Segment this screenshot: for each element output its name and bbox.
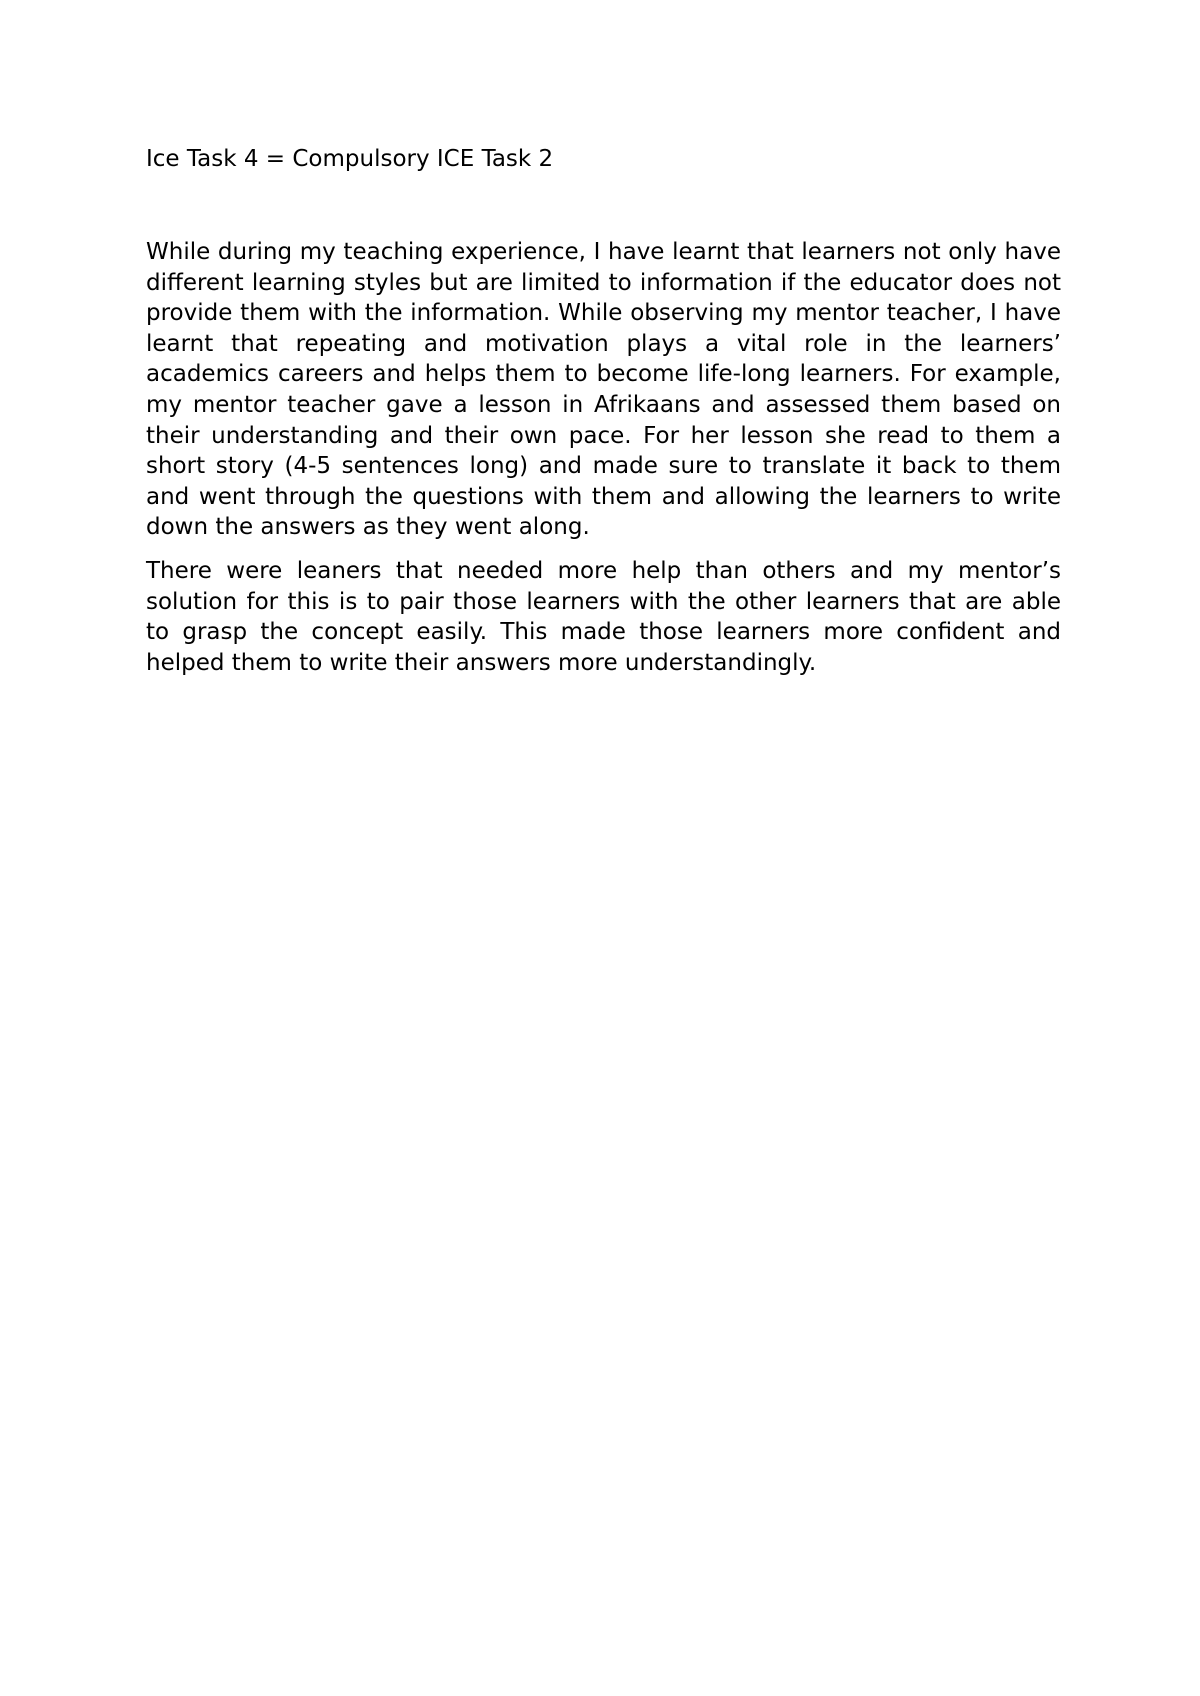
document-body bbox=[146, 237, 1061, 691]
paragraph-mentor-solution: There were leaners that needed more help than others and my mentor’s solution for this is to pair those learners with the other learners that are able to grasp the concept easily. This made those learners more confident and helped them to write their answers more understandingly. bbox=[146, 557, 1061, 676]
paragraph-teaching-experience: While during my teaching experience, I have learnt that learners not only have different learning styles but are limited to information if the educator does not provide them with the information. While observing my mentor teacher, I have learnt that repeating and motivation plays a vital role in the learners’ academics careers and helps them to become life-long learners. For example, my mentor teacher gave a lesson in Afrikaans and assessed them based on their understanding and their own pace. For her lesson she read to them a short story (4-5 sentences long) and made sure to translate it back to them and went through the questions with them and allowing the learners to write down the answers as they went along. bbox=[146, 239, 1061, 541]
document-title: Ice Task 4 = Compulsory ICE Task 2 bbox=[146, 146, 554, 172]
